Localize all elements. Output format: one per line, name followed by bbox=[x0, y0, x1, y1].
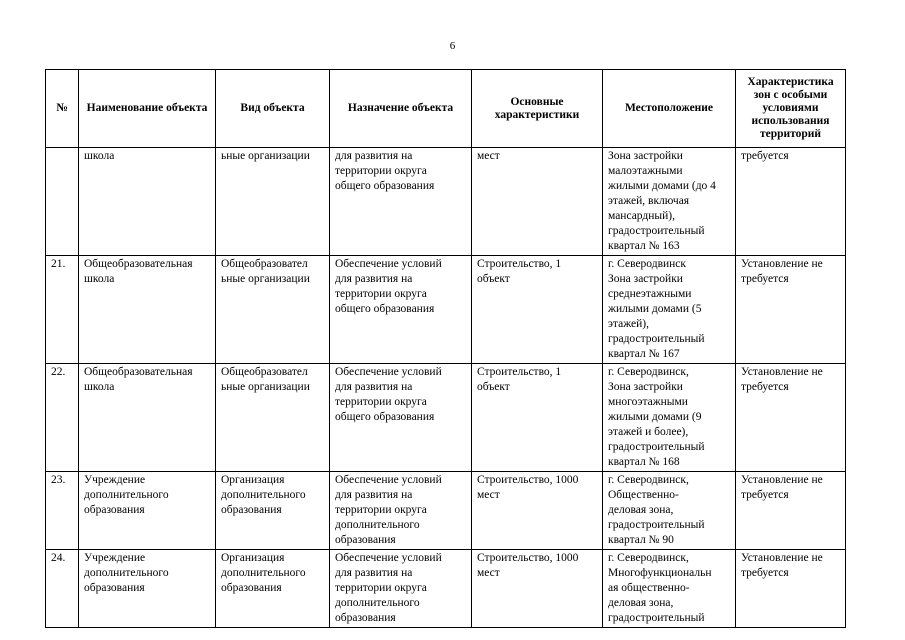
cell-number: 21. bbox=[46, 256, 79, 364]
table-row bbox=[46, 148, 846, 256]
cell-number: 24. bbox=[46, 550, 79, 628]
cell-zones: Установление не требуется bbox=[736, 472, 846, 550]
cell-characteristics: Строительство, 1000 мест bbox=[472, 472, 603, 550]
cell-number: 23. bbox=[46, 472, 79, 550]
cell-type: Общеобразовател ьные организации bbox=[216, 364, 330, 472]
cell-name: Общеобразовательная школа bbox=[79, 364, 216, 472]
cell-purpose: Обеспечение условий для развития на территории округа дополнительного образования bbox=[330, 472, 472, 550]
cell-type: ьные организации bbox=[216, 148, 330, 256]
cell-name: Общеобразовательная школа bbox=[79, 256, 216, 364]
table-row bbox=[46, 472, 846, 550]
cell-characteristics: Строительство, 1 объект bbox=[472, 364, 603, 472]
cell-type: Организация дополнительного образования bbox=[216, 550, 330, 628]
col-header-zones: Характеристика зон с особыми условиями использования территорий bbox=[736, 70, 846, 148]
cell-purpose: Обеспечение условий для развития на территории округа общего образования bbox=[330, 364, 472, 472]
cell-location: г. Северодвинск, Зона застройки многоэтажными жилыми домами (9 этажей и более), градостроительный квартал № 168 bbox=[603, 364, 736, 472]
col-header-purpose: Назначение объекта bbox=[330, 70, 472, 148]
objects-table bbox=[45, 69, 846, 628]
col-header-location: Местоположение bbox=[603, 70, 736, 148]
cell-type: Организация дополнительного образования bbox=[216, 472, 330, 550]
table-row bbox=[46, 364, 846, 472]
cell-name: школа bbox=[79, 148, 216, 256]
cell-zones: Установление не требуется bbox=[736, 256, 846, 364]
cell-type: Общеобразовател ьные организации bbox=[216, 256, 330, 364]
cell-characteristics: мест bbox=[472, 148, 603, 256]
table-row bbox=[46, 256, 846, 364]
cell-zones: требуется bbox=[736, 148, 846, 256]
col-header-number: № bbox=[46, 70, 79, 148]
cell-location: г. Северодвинск Зона застройки среднеэтажными жилыми домами (5 этажей), градостроительный квартал № 167 bbox=[603, 256, 736, 364]
cell-number bbox=[46, 148, 79, 256]
table-header-row bbox=[46, 70, 846, 148]
col-header-characteristics: Основные характеристики bbox=[472, 70, 603, 148]
table-row bbox=[46, 550, 846, 628]
cell-location: Зона застройки малоэтажными жилыми домами (до 4 этажей, включая мансардный), градостроительный квартал № 163 bbox=[603, 148, 736, 256]
cell-name: Учреждение дополнительного образования bbox=[79, 550, 216, 628]
cell-purpose: для развития на территории округа общего образования bbox=[330, 148, 472, 256]
cell-location: г. Северодвинск, Общественно- деловая зона, градостроительный квартал № 90 bbox=[603, 472, 736, 550]
cell-zones: Установление не требуется bbox=[736, 550, 846, 628]
cell-purpose: Обеспечение условий для развития на территории округа общего образования bbox=[330, 256, 472, 364]
cell-characteristics: Строительство, 1 объект bbox=[472, 256, 603, 364]
cell-location: г. Северодвинск, Многофункциональн ая общественно- деловая зона, градостроительный bbox=[603, 550, 736, 628]
page-number: 6 bbox=[449, 40, 456, 52]
cell-zones: Установление не требуется bbox=[736, 364, 846, 472]
col-header-type: Вид объекта bbox=[216, 70, 330, 148]
cell-name: Учреждение дополнительного образования bbox=[79, 472, 216, 550]
cell-number: 22. bbox=[46, 364, 79, 472]
cell-purpose: Обеспечение условий для развития на территории округа дополнительного образования bbox=[330, 550, 472, 628]
col-header-name: Наименование объекта bbox=[79, 70, 216, 148]
cell-characteristics: Строительство, 1000 мест bbox=[472, 550, 603, 628]
